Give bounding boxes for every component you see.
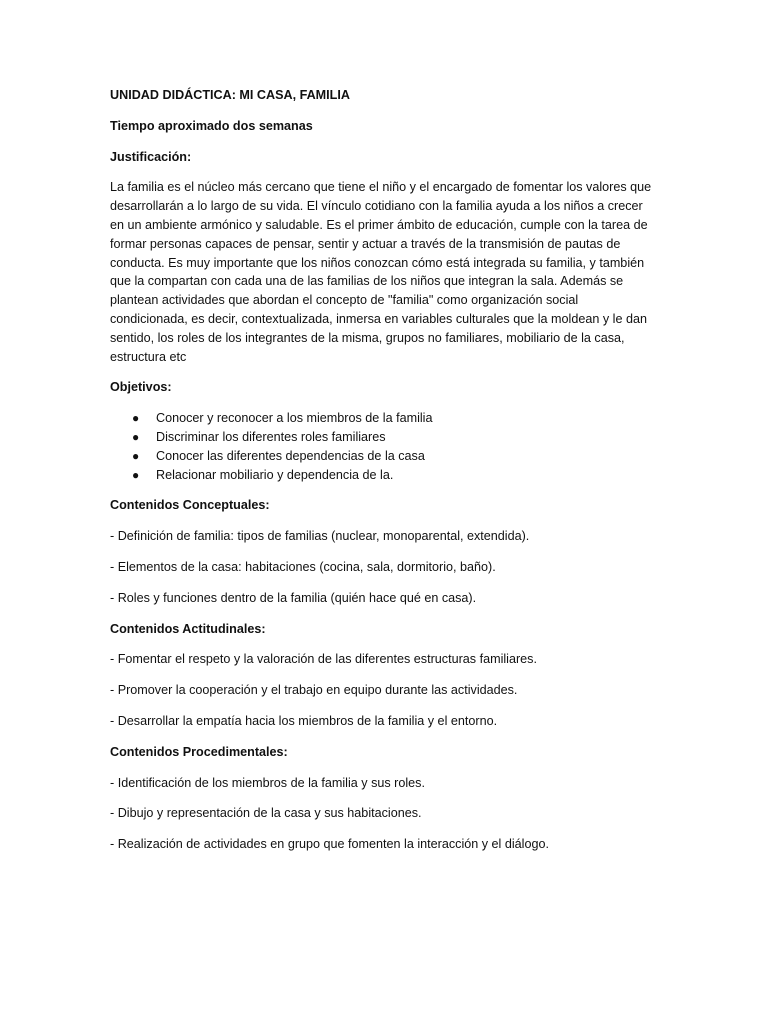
- document-subtitle: Tiempo aproximado dos semanas: [110, 118, 313, 133]
- bullet-icon: ●: [132, 429, 140, 444]
- list-item: [110, 447, 658, 466]
- list-item: [110, 428, 658, 447]
- conceptual-item: - Elementos de la casa: habitaciones (cocina, sala, dormitorio, baño).: [110, 559, 496, 574]
- procedural-heading: Contenidos Procedimentales:: [110, 744, 288, 759]
- document-title: UNIDAD DIDÁCTICA: MI CASA, FAMILIA: [110, 88, 350, 102]
- procedural-item: - Identificación de los miembros de la familia y sus roles.: [110, 775, 425, 790]
- list-item: [110, 466, 658, 485]
- list-item: [110, 409, 658, 428]
- justification-paragraph: La familia es el núcleo más cercano que tiene el niño y el encargado de fomentar los valores que desarrollarán a lo largo de su vida. El vínculo cotidiano con la familia ayuda a los niños a crecer en un ambiente armónico y saludable. Es el primer ámbito de educación, cumple con la tarea de formar personas capaces de pensar, sentir y actuar a través de la transmisión de pautas de conducta. Es muy importante que los niños conozcan cómo está integrada su familia, y también que la compartan con cada una de las familias de los niños que integran la sala. Además se plantean actividades que abordan el concepto de "familia" como organización social condicionada, es decir, contextualizada, inmersa en variables culturales que la moldean y le dan sentido, los roles de los integrantes de la misma, grupos no familiares, mobiliario de la casa, estructura etc: [110, 180, 652, 364]
- procedural-item: - Dibujo y representación de la casa y sus habitaciones.: [110, 806, 422, 821]
- justification-heading: Justificación:: [110, 149, 192, 164]
- bullet-icon: ●: [132, 411, 140, 426]
- conceptual-item: - Definición de familia: tipos de familias (nuclear, monoparental, extendida).: [110, 529, 530, 544]
- attitudinal-heading: Contenidos Actitudinales:: [110, 621, 266, 636]
- document-page: [110, 86, 658, 866]
- conceptual-heading: Contenidos Conceptuales:: [110, 498, 270, 513]
- procedural-item: - Realización de actividades en grupo que fomenten la interacción y el diálogo.: [110, 837, 549, 852]
- attitudinal-item: - Promover la cooperación y el trabajo en equipo durante las actividades.: [110, 683, 518, 698]
- conceptual-item: - Roles y funciones dentro de la familia (quién hace qué en casa).: [110, 590, 477, 605]
- objectives-list: [110, 409, 658, 484]
- bullet-icon: ●: [132, 448, 140, 463]
- objective-text: Conocer y reconocer a los miembros de la familia: [156, 411, 433, 426]
- bullet-icon: ●: [132, 467, 140, 482]
- objective-text: Relacionar mobiliario y dependencia de la.: [156, 467, 394, 482]
- attitudinal-item: - Desarrollar la empatía hacia los miembros de la familia y el entorno.: [110, 713, 498, 728]
- objectives-heading: Objetivos:: [110, 380, 172, 395]
- attitudinal-item: - Fomentar el respeto y la valoración de las diferentes estructuras familiares.: [110, 652, 537, 667]
- objective-text: Discriminar los diferentes roles familiares: [156, 429, 386, 444]
- objective-text: Conocer las diferentes dependencias de la casa: [156, 448, 425, 463]
